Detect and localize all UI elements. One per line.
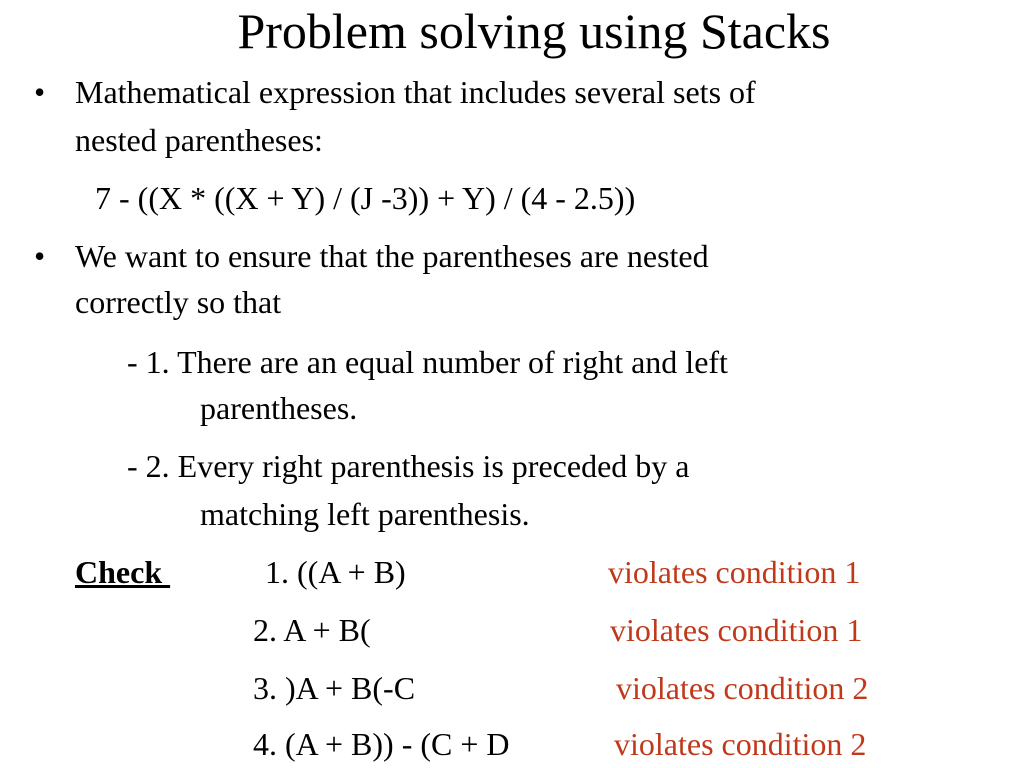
bullet-icon: •: [34, 74, 46, 110]
condition2-line2: matching left parenthesis.: [200, 496, 530, 532]
condition1-line1: - 1. There are an equal number of right and left: [127, 344, 728, 380]
example-4-expr: 4. (A + B)) - (C + D: [253, 726, 510, 762]
slide-title: Problem solving using Stacks: [237, 3, 831, 59]
example-2-expr: 2. A + B(: [253, 612, 371, 648]
example-1-result: violates condition 1: [608, 554, 861, 590]
bullet2-line2: correctly so that: [75, 284, 282, 320]
check-label-text: Check: [75, 554, 171, 590]
condition1-line2: parentheses.: [200, 390, 358, 426]
check-label: [75, 552, 170, 592]
example-3-expr: 3. )A + B(-C: [253, 670, 416, 706]
nested-expression: 7 - ((X * ((X + Y) / (J -3)) + Y) / (4 - 2.5)): [95, 180, 636, 216]
example-2-result: violates condition 1: [610, 612, 863, 648]
condition2-line1: - 2. Every right parenthesis is preceded by a: [127, 448, 690, 484]
bullet1-line1: Mathematical expression that includes several sets of: [75, 74, 756, 110]
bullet1-line2: nested parentheses:: [75, 122, 323, 158]
bullet-icon: •: [34, 238, 46, 274]
bullet2-line1: We want to ensure that the parentheses are nested: [75, 238, 709, 274]
example-1-expr: 1. ((A + B): [265, 554, 406, 590]
example-3-result: violates condition 2: [616, 670, 869, 706]
example-4-result: violates condition 2: [614, 726, 867, 762]
